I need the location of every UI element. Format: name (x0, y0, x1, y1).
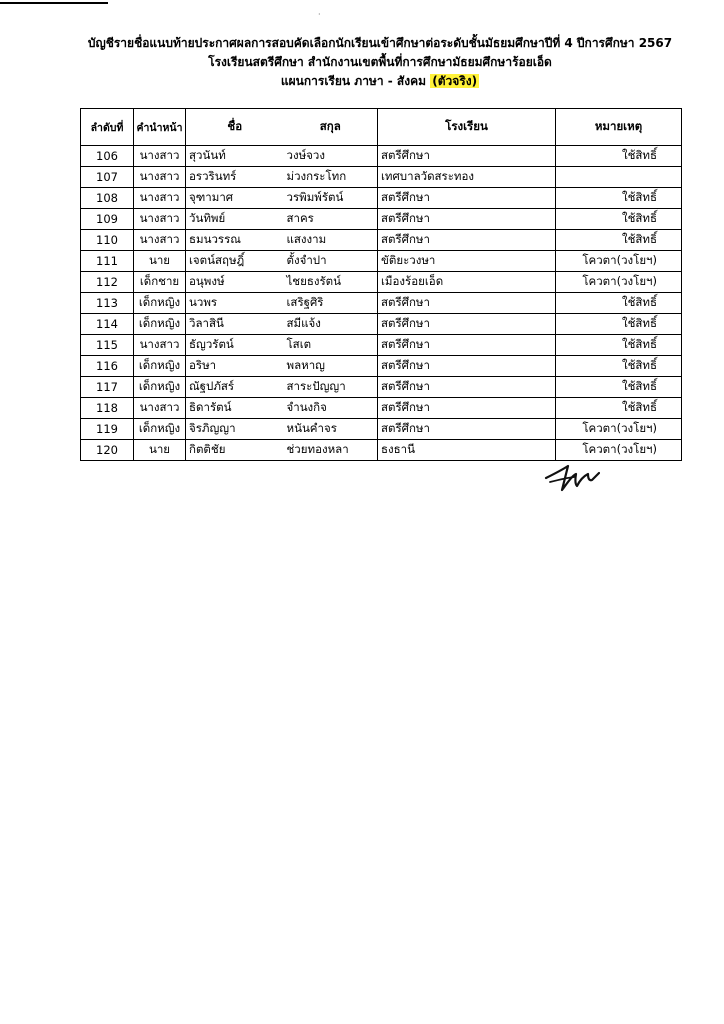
table-row (81, 293, 682, 314)
cell-first-name: เจตน์สฤษฎิ์ (186, 251, 284, 272)
table-row (81, 377, 682, 398)
document-header (80, 34, 680, 91)
header-plan-label: แผนการเรียน ภาษา - สังคม (280, 74, 427, 88)
cell-no: 114 (81, 314, 134, 335)
cell-first-name: นวพร (186, 293, 284, 314)
header-title: บัญชีรายชื่อแนบท้ายประกาศผลการสอบคัดเลือกนักเรียนเข้าศึกษาต่อระดับชั้นมัธยมศึกษาปีที่ 4 ปีการศึกษา 2567 (87, 36, 673, 50)
cell-note: ใช้สิทธิ์ (556, 335, 682, 356)
cell-no: 120 (81, 440, 134, 461)
header-plan (80, 72, 680, 91)
cell-no: 117 (81, 377, 134, 398)
cell-last-name: สาคร (284, 209, 378, 230)
cell-first-name: สุวนันท์ (186, 146, 284, 167)
table-row (81, 167, 682, 188)
cell-note: ใช้สิทธิ์ (556, 356, 682, 377)
cell-note: ใช้สิทธิ์ (556, 293, 682, 314)
cell-note: ใช้สิทธิ์ (556, 398, 682, 419)
cell-title: นางสาว (134, 230, 186, 251)
cell-note: ใช้สิทธิ์ (556, 377, 682, 398)
cell-title: นาย (134, 251, 186, 272)
column-header-school: โรงเรียน (378, 109, 556, 146)
cell-note: ใช้สิทธิ์ (556, 146, 682, 167)
cell-title: นาย (134, 440, 186, 461)
cell-note: ใช้สิทธิ์ (556, 188, 682, 209)
cell-no: 119 (81, 419, 134, 440)
cell-note: ใช้สิทธิ์ (556, 209, 682, 230)
student-roster-table (80, 108, 682, 461)
cell-last-name: วงษ์จวง (284, 146, 378, 167)
cell-first-name: จิรภิญญา (186, 419, 284, 440)
cell-school: ขัติยะวงษา (378, 251, 556, 272)
scan-speck: · (318, 10, 321, 19)
cell-last-name: แสงงาม (284, 230, 378, 251)
cell-title: นางสาว (134, 398, 186, 419)
cell-note: โควตา(วงโยฯ) (556, 251, 682, 272)
cell-no: 110 (81, 230, 134, 251)
cell-school: เทศบาลวัดสระทอง (378, 167, 556, 188)
table-row (81, 251, 682, 272)
cell-title: เด็กชาย (134, 272, 186, 293)
cell-title: นางสาว (134, 146, 186, 167)
table-row (81, 146, 682, 167)
cell-school: ธงธานี (378, 440, 556, 461)
cell-school: สตรีศึกษา (378, 356, 556, 377)
cell-last-name: วรพิมพ์รัตน์ (284, 188, 378, 209)
cell-school: สตรีศึกษา (378, 419, 556, 440)
cell-last-name: ม่วงกระโทก (284, 167, 378, 188)
cell-no: 109 (81, 209, 134, 230)
cell-last-name: ช่วยทองหลา (284, 440, 378, 461)
cell-no: 116 (81, 356, 134, 377)
handwritten-signature (544, 456, 600, 496)
cell-title: เด็กหญิง (134, 293, 186, 314)
table-row (81, 272, 682, 293)
cell-note: โควตา(วงโยฯ) (556, 272, 682, 293)
table-row (81, 188, 682, 209)
cell-school: สตรีศึกษา (378, 377, 556, 398)
cell-note: ใช้สิทธิ์ (556, 230, 682, 251)
cell-note: โควตา(วงโยฯ) (556, 419, 682, 440)
cell-first-name: อรวรินทร์ (186, 167, 284, 188)
cell-school: สตรีศึกษา (378, 188, 556, 209)
table-row (81, 335, 682, 356)
cell-first-name: ธิดารัตน์ (186, 398, 284, 419)
header-plan-highlight: (ตัวจริง) (432, 74, 478, 88)
column-header-last-name: สกุล (284, 109, 378, 146)
cell-school: สตรีศึกษา (378, 293, 556, 314)
cell-last-name: หนันคำจร (284, 419, 378, 440)
table-row (81, 398, 682, 419)
column-header-title: คำนำหน้า (134, 109, 186, 146)
cell-title: เด็กหญิง (134, 377, 186, 398)
cell-no: 115 (81, 335, 134, 356)
cell-title: นางสาว (134, 167, 186, 188)
cell-last-name: เสริฐศิริ (284, 293, 378, 314)
top-edge-mark (0, 2, 108, 4)
cell-first-name: ธัญวรัตน์ (186, 335, 284, 356)
cell-last-name: จำนงกิจ (284, 398, 378, 419)
cell-school: สตรีศึกษา (378, 335, 556, 356)
table-header-row (81, 109, 682, 146)
cell-no: 108 (81, 188, 134, 209)
cell-first-name: กิตติชัย (186, 440, 284, 461)
cell-last-name: พลหาญ (284, 356, 378, 377)
cell-first-name: ณัฐปภัสร์ (186, 377, 284, 398)
cell-last-name: ตั้งจำปา (284, 251, 378, 272)
cell-first-name: อริษา (186, 356, 284, 377)
cell-last-name: สาระปัญญา (284, 377, 378, 398)
cell-school: สตรีศึกษา (378, 209, 556, 230)
cell-title: เด็กหญิง (134, 314, 186, 335)
cell-school: เมืองร้อยเอ็ด (378, 272, 556, 293)
cell-school: สตรีศึกษา (378, 314, 556, 335)
table-row (81, 419, 682, 440)
cell-first-name: จุฑามาศ (186, 188, 284, 209)
cell-last-name: สมีแจ้ง (284, 314, 378, 335)
table-row (81, 356, 682, 377)
cell-note: ใช้สิทธิ์ (556, 314, 682, 335)
column-header-no: ลำดับที่ (81, 109, 134, 146)
cell-title: นางสาว (134, 188, 186, 209)
cell-first-name: วิลาสินี (186, 314, 284, 335)
table-row (81, 314, 682, 335)
table-row (81, 209, 682, 230)
cell-no: 113 (81, 293, 134, 314)
cell-school: สตรีศึกษา (378, 398, 556, 419)
table-row (81, 230, 682, 251)
cell-no: 111 (81, 251, 134, 272)
cell-title: นางสาว (134, 209, 186, 230)
cell-note: โควตา(วงโยฯ) (556, 440, 682, 461)
header-school: โรงเรียนสตรีศึกษา สำนักงานเขตพื้นที่การศึกษามัธยมศึกษาร้อยเอ็ด (208, 55, 552, 69)
cell-no: 112 (81, 272, 134, 293)
cell-last-name: ไชยธงรัตน์ (284, 272, 378, 293)
cell-first-name: วันทิพย์ (186, 209, 284, 230)
cell-first-name: ธมนวรรณ (186, 230, 284, 251)
cell-title: เด็กหญิง (134, 419, 186, 440)
cell-note (556, 167, 682, 188)
cell-school: สตรีศึกษา (378, 146, 556, 167)
cell-title: เด็กหญิง (134, 356, 186, 377)
cell-last-name: โสเต (284, 335, 378, 356)
column-header-note: หมายเหตุ (556, 109, 682, 146)
cell-first-name: อนุพงษ์ (186, 272, 284, 293)
column-header-first-name: ชื่อ (186, 109, 284, 146)
cell-no: 107 (81, 167, 134, 188)
cell-title: นางสาว (134, 335, 186, 356)
cell-school: สตรีศึกษา (378, 230, 556, 251)
cell-no: 106 (81, 146, 134, 167)
cell-no: 118 (81, 398, 134, 419)
